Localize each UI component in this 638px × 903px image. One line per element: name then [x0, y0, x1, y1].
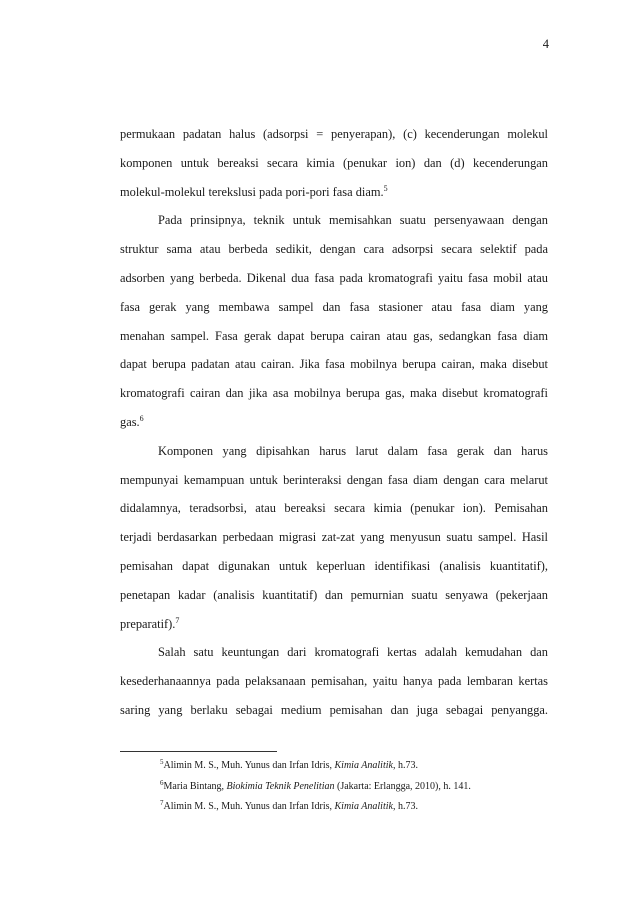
- footnote-5: $^5$Alimin M. S., Muh. Yunus dan Irfan Idris, Kimia Analitik, h.73.: [160, 758, 418, 771]
- text-line: penetapan kadar (analisis kuantitatif) dan pemurnian suatu senyawa (pekerjaan: [120, 587, 548, 602]
- text-line: komponen untuk bereaksi secara kimia (penukar ion) dan (d) kecenderungan: [120, 155, 548, 170]
- text-line: pemisahan dapat digunakan untuk keperluan identifikasi (analisis kuantitatif),: [120, 558, 548, 573]
- paragraph-start: Pada prinsipnya, teknik untuk memisahkan suatu persenyawaan dengan: [158, 213, 548, 228]
- text-line: fasa gerak yang membawa sampel dan fasa stasioner atau fasa diam yang: [120, 299, 548, 314]
- text-line: kromatografi cairan dan jika asa mobilnya berupa gas, maka disebut kromatografi: [120, 386, 548, 401]
- text-line: preparatif).$^7$: [120, 615, 180, 631]
- footnote-7: $^7$Alimin M. S., Muh. Yunus dan Irfan Idris, Kimia Analitik, h.73.: [160, 799, 418, 812]
- footnote-ref: 5: [383, 183, 388, 193]
- text-line: saring yang berlaku sebagai medium pemisahan dan juga sebagai penyangga.: [120, 702, 548, 717]
- footnote-ref: 7: [175, 615, 180, 625]
- text-line: terjadi berdasarkan perbedaan migrasi zat-zat yang menyusun suatu sampel. Hasil: [120, 530, 548, 545]
- text-line: menahan sampel. Fasa gerak dapat berupa cairan atau gas, sedangkan fasa diam: [120, 328, 548, 343]
- page-number: 4: [542, 37, 549, 51]
- body-text: [120, 120, 548, 725]
- footnote-ref: 6: [139, 413, 144, 423]
- text-line: gas.$^6$: [120, 413, 144, 429]
- text-line: mempunyai kemampuan untuk berinteraksi dengan fasa diam dengan cara melarut: [120, 472, 548, 487]
- text-line: dapat berupa padatan atau cairan. Jika fasa mobilnya berupa cairan, maka disebut: [120, 357, 548, 372]
- footnotes: [160, 760, 560, 822]
- paragraph-start: Salah satu keuntungan dari kromatografi kertas adalah kemudahan dan: [158, 645, 548, 660]
- paragraph-start: Komponen yang dipisahkan harus larut dalam fasa gerak dan harus: [158, 443, 548, 458]
- text-line: struktur sama atau berbeda sedikit, dengan cara adsorpsi secara selektif pada: [120, 242, 548, 257]
- text-line: kesederhanaannya pada pelaksanaan pemisahan, yaitu hanya pada lembaran kertas: [120, 674, 548, 689]
- text-line: adsorben yang berbeda. Dikenal dua fasa pada kromatografi yaitu fasa mobil atau: [120, 270, 548, 285]
- text-line: permukaan padatan halus (adsorpsi = penyerapan), (c) kecenderungan molekul: [120, 127, 548, 141]
- footnote-6: $^6$Maria Bintang, Biokimia Teknik Penelitian (Jakarta: Erlangga, 2010), h. 141.: [160, 778, 471, 792]
- text-line: didalamnya, teradsorbsi, atau bereaksi secara kimia (penukar ion). Pemisahan: [120, 501, 548, 516]
- text-line: molekul-molekul terekslusi pada pori-pori fasa diam.$^5$: [120, 183, 388, 199]
- footnote-separator: [120, 751, 277, 752]
